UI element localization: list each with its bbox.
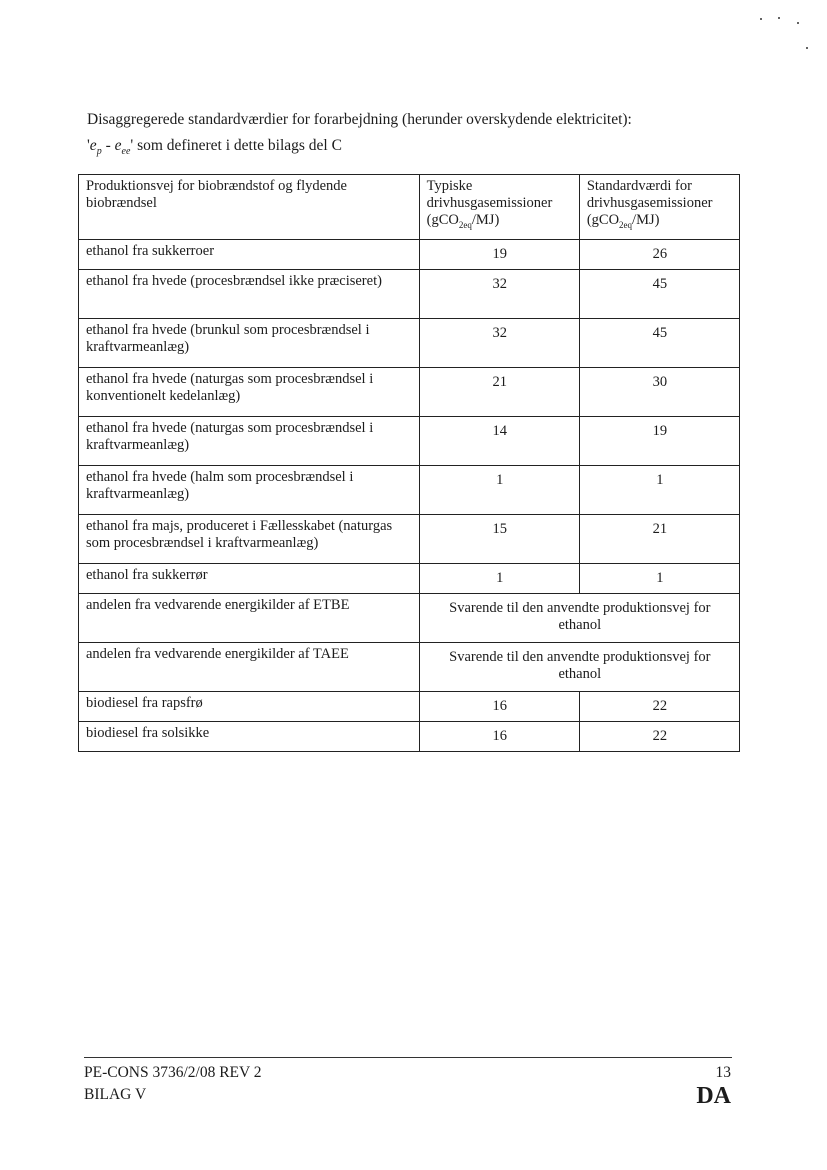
header-default-text: Standardværdi for drivhusgasemissioner (gCO bbox=[586, 178, 713, 228]
row-merged-value: Svarende til den anvendte produktionsvej for ethanol bbox=[419, 594, 739, 643]
row-default: 1 bbox=[579, 564, 739, 594]
row-default: 22 bbox=[579, 692, 739, 722]
table-row bbox=[79, 722, 740, 752]
header-typical-sub: 2eq bbox=[458, 219, 472, 230]
row-label: andelen fra vedvarende energikilder af TAEE bbox=[79, 643, 420, 692]
row-label: ethanol fra hvede (halm som procesbrændsel i kraftvarmeanlæg) bbox=[79, 466, 420, 515]
header-default-unit: /MJ) bbox=[632, 212, 660, 228]
table-row bbox=[79, 466, 740, 515]
row-typical: 16 bbox=[419, 692, 579, 722]
intro-line-1: Disaggregerede standardværdier for forarbejdning (herunder overskydende elektricitet): bbox=[87, 111, 632, 128]
header-default bbox=[579, 175, 739, 240]
table-row bbox=[79, 594, 740, 643]
row-label: ethanol fra hvede (naturgas som procesbrændsel i kraftvarmeanlæg) bbox=[79, 417, 420, 466]
row-default: 19 bbox=[579, 417, 739, 466]
row-merged-value: Svarende til den anvendte produktionsvej for ethanol bbox=[419, 643, 739, 692]
row-default: 45 bbox=[579, 270, 739, 319]
row-label: ethanol fra sukkerrør bbox=[79, 564, 420, 594]
row-typical: 19 bbox=[419, 240, 579, 270]
row-typical: 14 bbox=[419, 417, 579, 466]
header-default-sub: 2eq bbox=[619, 219, 633, 230]
row-default: 30 bbox=[579, 368, 739, 417]
row-label: ethanol fra hvede (brunkul som procesbrændsel i kraftvarmeanlæg) bbox=[79, 319, 420, 368]
formula-sub-ee: ee bbox=[121, 146, 131, 158]
formula-e: e bbox=[89, 137, 97, 154]
footer-language: DA bbox=[696, 1083, 731, 1109]
row-label: biodiesel fra solsikke bbox=[79, 722, 420, 752]
row-label: ethanol fra hvede (naturgas som procesbrændsel i konventionelt kedelanlæg) bbox=[79, 368, 420, 417]
row-typical: 21 bbox=[419, 368, 579, 417]
intro-line-2-rest: som defineret i dette bilags del C bbox=[133, 137, 342, 154]
footer-divider bbox=[84, 1057, 732, 1058]
table-row bbox=[79, 564, 740, 594]
table-row bbox=[79, 319, 740, 368]
header-pathway: Produktionsvej for biobrændstof og flydende biobrændsel bbox=[79, 175, 420, 240]
row-default: 1 bbox=[579, 466, 739, 515]
formula-e-p bbox=[89, 137, 134, 158]
table-row bbox=[79, 270, 740, 319]
formula-quote-open: ' bbox=[87, 137, 90, 154]
row-typical: 1 bbox=[419, 564, 579, 594]
table-header-row bbox=[79, 175, 740, 240]
scan-speck bbox=[797, 22, 799, 24]
row-typical: 1 bbox=[419, 466, 579, 515]
table-row bbox=[79, 240, 740, 270]
table-row bbox=[79, 692, 740, 722]
row-default: 21 bbox=[579, 515, 739, 564]
footer-annex: BILAG V bbox=[84, 1086, 147, 1103]
row-default: 45 bbox=[579, 319, 739, 368]
row-label: andelen fra vedvarende energikilder af ETBE bbox=[79, 594, 420, 643]
formula-e-2: e bbox=[114, 137, 122, 154]
row-label: ethanol fra sukkerroer bbox=[79, 240, 420, 270]
row-label: biodiesel fra rapsfrø bbox=[79, 692, 420, 722]
scan-speck bbox=[806, 47, 808, 49]
formula-quote-close: ' bbox=[130, 137, 134, 154]
footer-doc-ref: PE-CONS 3736/2/08 REV 2 bbox=[84, 1064, 262, 1081]
header-typical-unit: /MJ) bbox=[471, 212, 500, 228]
formula-sub-p: p bbox=[96, 146, 102, 158]
row-default: 26 bbox=[579, 240, 739, 270]
formula-minus: - bbox=[101, 137, 115, 154]
footer-page-number: 13 bbox=[715, 1064, 731, 1081]
intro-line-2 bbox=[87, 137, 342, 161]
row-typical: 16 bbox=[419, 722, 579, 752]
row-label: ethanol fra majs, produceret i Fællesskabet (naturgas som procesbrændsel i kraftvarmeanlæg) bbox=[79, 515, 420, 564]
emissions-table bbox=[78, 174, 740, 752]
table-row bbox=[79, 368, 740, 417]
header-typical-text: Typiske drivhusgasemissioner (gCO bbox=[426, 178, 553, 228]
row-label: ethanol fra hvede (procesbrændsel ikke præciseret) bbox=[79, 270, 420, 319]
row-typical: 32 bbox=[419, 319, 579, 368]
table-row bbox=[79, 417, 740, 466]
scan-speck bbox=[760, 18, 762, 20]
row-typical: 15 bbox=[419, 515, 579, 564]
header-typical bbox=[419, 175, 579, 240]
table-row bbox=[79, 643, 740, 692]
table-row bbox=[79, 515, 740, 564]
row-typical: 32 bbox=[419, 270, 579, 319]
scan-speck bbox=[778, 17, 780, 19]
row-default: 22 bbox=[579, 722, 739, 752]
